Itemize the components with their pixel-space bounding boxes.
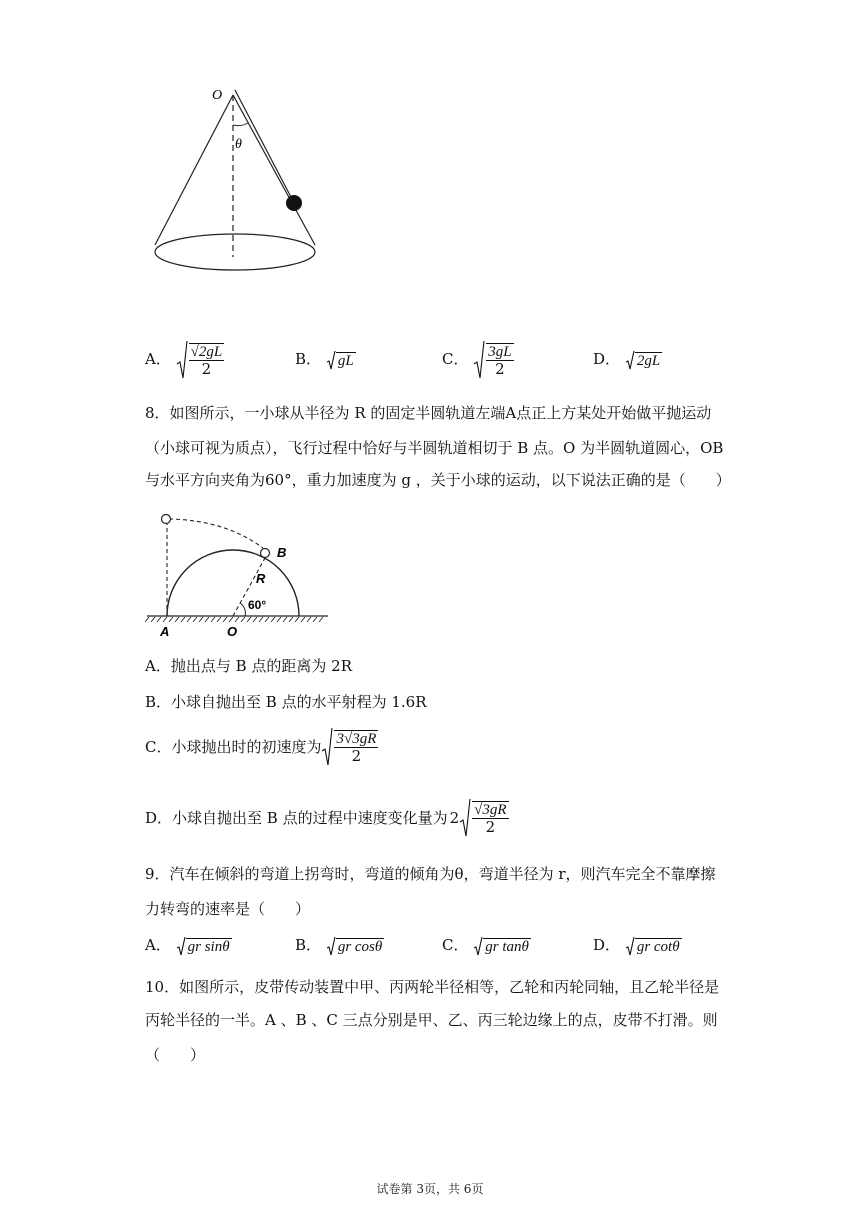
angle-60-label: 60° [248, 598, 267, 612]
cone-origin-label: O [212, 88, 223, 103]
q9-option-a[interactable]: A． gr sinθ [145, 936, 230, 955]
q10-stem-line1: 10．如图所示，皮带传动装置中甲、丙两轮半径相等，乙轮和丙轮同轴，且乙轮半径是 [145, 978, 720, 996]
point-a-label: A [160, 624, 170, 639]
semicircle-projectile-figure [145, 510, 335, 640]
q8-stem-line3: 与水平方向夹角为60°，重力加速度为 g ，关于小球的运动，以下说法正确的是（ ） [145, 471, 731, 489]
q10-stem-line2: 丙轮半径的一半。A 、B 、C 三点分别是甲、乙、丙三轮边缘上的点，皮带不打滑。则 [145, 1011, 718, 1029]
q7-option-d[interactable]: D． 2gL [593, 350, 661, 369]
q9-option-d[interactable]: D． gr cotθ [593, 936, 680, 955]
q8-option-a[interactable]: A．抛出点与 B 点的距离为 2R [145, 657, 352, 675]
radius-label: R [256, 571, 266, 586]
cone-pendulum-figure [140, 75, 340, 285]
q10-stem-line3: （ ） [145, 1046, 206, 1064]
page-footer: 试卷第 3页，共 6页 [376, 1182, 484, 1196]
q8-option-c[interactable]: C．小球抛出时的初速度为 $\frac{3√3gR}{2}$ [145, 727, 378, 767]
point-b-label: B [277, 545, 287, 560]
q9-option-c[interactable]: C． gr tanθ [442, 936, 529, 955]
cone-angle-label: θ [235, 137, 242, 152]
q9-options [145, 932, 745, 972]
q9-stem-line2: 力转弯的速率是（ ） [145, 900, 311, 918]
point-o-label: O [227, 624, 238, 639]
q7-option-a[interactable]: A． $\frac{√2gL}{2}$ [145, 340, 224, 380]
q7-option-b[interactable]: B． gL [295, 350, 354, 369]
q9-stem-line1: 9．汽车在倾斜的弯道上拐弯时，弯道的倾角为θ，弯道半径为 r，则汽车完全不靠摩擦 [145, 865, 716, 883]
sqrt-expression: $\frac{√2gL}{2}$ [176, 340, 225, 380]
q9-option-b[interactable]: B． gr cosθ [295, 936, 383, 955]
q8-option-b[interactable]: B．小球自抛出至 B 点的水平射程为 1.6R [145, 693, 427, 711]
q7-options [145, 340, 745, 380]
q8-stem-line2: （小球可视为质点），飞行过程中恰好与半圆轨道相切于 B 点。O 为半圆轨道圆心，OB [145, 439, 724, 457]
q8-stem-line1: 8．如图所示，一小球从半径为 R 的固定半圆轨道左端A点正上方某处开始做平抛运动 [145, 404, 712, 422]
q7-option-c[interactable]: C． $\frac{3gL}{2}$ [442, 340, 514, 380]
q8-option-d[interactable]: D．小球自抛出至 B 点的过程中速度变化量为 2 $\frac{√3gR}{2}$ [145, 798, 509, 838]
